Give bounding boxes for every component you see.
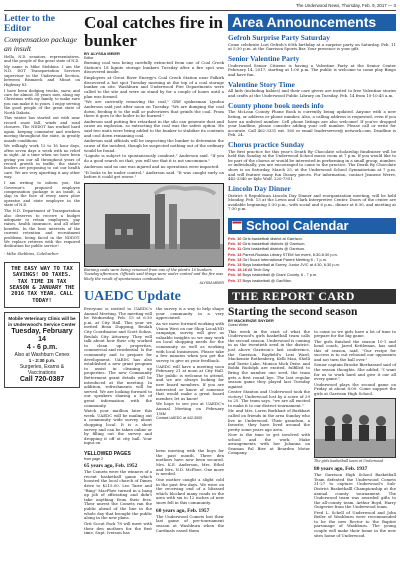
- uaedc-paragraph: the survey is a way to help shape your community in a very appreciated.: [156, 306, 224, 321]
- school-calendar-list: [228, 236, 396, 283]
- calendar-text: Boys basketball @ Gar/Max.: [242, 277, 292, 283]
- tax-ad-text: THE EASY WAY TO TAX SAVINGS! DO TAXES. TAX TIME IN TAX SEASON & JANUARY THE 2016 TAX YEAR. CALL TODAY!: [9, 265, 75, 304]
- calendar-text: Boys basketball at Surrey, Junior JV/C at 4:30, 6:30 p.m.: [242, 262, 340, 268]
- report-card-heading: THE REPORT CARD: [228, 289, 396, 304]
- letter-heading: Letter to the Editor: [4, 13, 55, 34]
- calendar-date: Feb. 15-16: [228, 267, 248, 273]
- ad-line: Mobile Veterinary Clinic will be in Underwood's Service Center: [8, 316, 76, 328]
- report-body: [228, 329, 396, 538]
- uaedc-headline: UAEDC Update: [84, 288, 181, 304]
- letter-paragraph: My name is Mike Stebbins. I am the N.D. DOT Transportation Services supervisor in the Underwood Section, between Bismarck and Minot on Highway 83.: [4, 65, 80, 87]
- uaedc-body: [84, 306, 224, 446]
- calendar-date: Feb. 17: [228, 277, 242, 283]
- coal-paragraph: "We are currently removing the coal," GRE spokesman Lyndon Anderson said just after noon on Tuesday. "We are dumping the coal down, feeding it to the mill or pulverizers that grinds the coal. From there it goes to the boiler to be burned.": [84, 99, 224, 119]
- calendar-text: Boys basketball @ Grant County, 6 - 7 p.m.: [242, 272, 318, 278]
- uaedc-paragraph: Watch your mailbox later this week. UAEDC will be mailing out a community wide survey about shopping local. It is a short survey and can be taken online or by filling out the survey and dropping it off at city hall. Your input on: [84, 408, 152, 446]
- yellowed-years-heading: 60 years ago, Feb. 1957: [156, 507, 210, 514]
- yellowed-paragraph: Grit Scout Pack 78 will meet with their den mothers for the first time, Supt. Iverson has: [84, 520, 152, 536]
- area-announcements-heading: Area Announcements: [228, 14, 396, 31]
- yellowed-paragraph: been meeting with the boys for the past month. Three den mothers have now been secured. Mrs. K.E. Anderson, Mrs. Ethel and Mrs. N.D. McPhee. One more is needed.: [156, 448, 224, 477]
- calendar-text: Girls basketball district at Garrison.: [242, 236, 303, 242]
- coal-plant-photo: [84, 183, 224, 267]
- uaedc-paragraph: Everyone is invited to UAEDC's Annual Meeting. The meeting will be Wednesday, Feb. 15 at 6:30 p.m. at City Hall. This year we invited Beau Duppong, Beulah City Coordinator and Scott Sohns, Beulah City Attorney. They will talk about how their city worked to clean up properties, commercial and residential. Is the community and to prepare for development. UAEDC has also established a new grant program to assist in cleaning up properties. The new Community Betterment grant details will be introduced at the meeting. In addition, refreshments will be served. We are looking forward to our speakers sharing a lot of great information with the community.: [84, 306, 152, 408]
- school-calendar-heading: [228, 218, 396, 234]
- calendar-date: Feb. 11: [228, 246, 242, 252]
- calendar-date: Feb. 13: [228, 256, 242, 262]
- calendar-date: Feb. 16: [228, 272, 242, 278]
- yellowed-pages-heading: YELLOWED PAGES: [84, 451, 131, 458]
- letter-column: [4, 14, 80, 388]
- ad-line: Surgeries, Exams & Vaccinations: [19, 364, 65, 377]
- report-years-paragraph: Fred L. Schell of Underwood and John Beiler of Washburn were recommended to be the new Rector to the Baptist parsonage of Washburn. The young couple will make their home in the new sites home of Underwood.: [314, 509, 396, 538]
- coal-paragraph: Anderson said officials will be inspecting the bunker to determine the cause of the incident, though he suspected nothing out of the ordinary would be found.: [84, 138, 224, 153]
- school-calendar-title: School Calendar: [246, 218, 349, 234]
- report-card-subhead: Starting the second season: [228, 305, 358, 318]
- announcement-title: Valentine Story Time: [228, 79, 295, 89]
- mobile-vet-ad: [4, 312, 80, 388]
- basketball-team-photo: [314, 398, 396, 458]
- calendar-text: Parent-Rudaka Library STEM fun event, 6:30-8:30 p.m.: [242, 251, 338, 257]
- report-years-heading: 80 years ago, Feb. 1937: [314, 466, 368, 473]
- report-paragraph: The girls finished the season 10-1 and head coach, Jared Kettleman, has said this of season, said, "Our recipe for success is to out rebound our opponents and not turn the ball over.": [314, 338, 396, 363]
- coal-byline: BY ALYSSA MEIER: [84, 51, 120, 56]
- coal-paragraph: "It looks to be under control," Anderson said. "It was caught early on before it could get worse.": [84, 169, 224, 180]
- calendar-text: Girls basketball districts @ Garrison.: [242, 241, 306, 247]
- letter-signature: - Mike Stebbins, Coleharbor: [4, 250, 59, 256]
- report-paragraph: Mr. and Mrs. Loren Burkhart of Burkhart called on friends in the area Sunday who live in Underwood. Their grandson, a favorite, they have lived around the pretty some years ago area.: [228, 408, 310, 432]
- calendar-text: All Tech Day.: [247, 267, 271, 273]
- report-paragraph: to come so we girls have a lot of time to prepare for the big game.: [314, 328, 396, 339]
- main-column: [84, 14, 224, 536]
- letter-paragraph: We willingly work 12 to 16 hour days, often seven days a week with no relief in sight. At a time when we have been giving you our all throughout years of record growth in traffic, the state's leaders are proposing to cut our health care. We are very upsetting it any other way.: [4, 144, 80, 180]
- coal-paragraph: Employees at Great River Energy's Coal Creek Station near Falkirk discovered a hot spot Tuesday morning at the top of a coal storage bunker on site. Washburn and Underwood Fire Departments were called to the site and were on stand by for a couple of hours until a plan was formed.: [84, 75, 224, 99]
- announcement-text: Underwood Senior Citizens is having a Valentine Party at the Senior Center February 14, 2017, starting at 1:00 p.m. The public is welcome to come play Bingo and have fun.: [228, 62, 396, 77]
- yellowed-pages-from: from page 2: [84, 457, 104, 462]
- coal-byline-role: Editor: [84, 56, 94, 60]
- report-paragraph: Underwood plays the second game on Friday at about 8:00. Come support the girls at Garrison High School.: [314, 381, 396, 396]
- ad-line: 4 - 6 p.m.: [26, 344, 58, 352]
- calendar-item: [228, 278, 396, 283]
- ad-line: Tuesday, February 14: [11, 328, 73, 344]
- calendar-icon: [232, 219, 242, 233]
- announcement-text: Come celebrate Lori Gefroh's 60th birthday at a surprise party on Saturday, Feb. 11 at 5:30 p.m. at the Garrison Sports Bar. Your presence is your gift.: [228, 41, 396, 52]
- letter-paragraph: The N.D. Department of Transportation also deserves to receive a budget adequate to retain employees, pay raises, health insurance, and all other benefits. In the best interests of the current retention and recruitment problems, being faced in the NDDOT. We replace retirees with the required dedication for public service!: [4, 209, 80, 249]
- report-paragraph: Now is the time to get involved with school and the work. Make arrangements with her Johanna on Seaman Pal Bier at Bearden Motor Company.: [228, 432, 310, 456]
- calendar-text: Girls basketball districts @ Garrison.: [242, 246, 306, 252]
- report-byline: BY MACKENZIE SNYDER: [228, 318, 274, 323]
- letter-paragraph: Hello, N.D. senators, representatives, and the people of the great state of N.D.: [4, 54, 80, 64]
- letter-paragraph: This winter has started out with near record snow fall, winds and road closures. The NDDOT has worked hard again, keeping commuter and workers moving throughout the state, in greatly unsafe conditions.: [4, 116, 80, 143]
- letter-paragraph: I have been dodging trucks, snow, and cars for almost 30 years now, along my Christmas with my family, to make sure you can make it to yours. I enjoy serving the good people of the great state of North Dakota.: [4, 88, 80, 115]
- tax-ad: [4, 262, 80, 308]
- coal-headline: Coal catches fire in bunker: [84, 13, 223, 50]
- report-years-paragraph: The Garrison High School Basketball Team defeated the Underwood Comets 31-27 to capture Underwood's Sub-District Basketballl Championship at the annual county tournament. The Underwood team was awarded gifts to the all-county team. Arthur Boyd, Harry Guigevier from the Underwood team.: [314, 472, 396, 510]
- uaedc-paragraph: UAEDC will have a meeting soon February 21 at noon at City Hall. The public is welcome to attend, and we are always looking for new board members. If you are interested or know of someone that would make a great board member, let us know!: [156, 363, 224, 401]
- right-column: [228, 14, 396, 538]
- announcement-text: All kids (including babies) and their care givers are invited to free Valentine stories and crafts at the Underwood Public Library on Tuesday, Feb. 14 from 10-10:45 a.m.: [228, 88, 396, 98]
- coal-paragraph: Burning coal was being carefully extracted from one of Coal Creek Station's 18 lignite storage bunkers Tuesday after a fire spot was discovered inside.: [84, 60, 224, 75]
- announcement-text: District 8 Republican Lincoln Day Dinner and reorganization meeting, will be held Monday, Feb. 13 at the Lewis and Clark Interpretive Center. Doors of the center are available beginning 5:30 p.m., with social and 6 p.m., dinner at 6:30, and meeting at 7:30 p.m.: [228, 192, 396, 212]
- report-paragraph: Center Stanton and Underwood took the victory! Underwood lost by a score of 29 to 25. The team says, "we are all excited to make it to our district tournament.": [228, 389, 310, 408]
- uaedc-paragraph: We hope to see you at UAEDC's Annual Meeting on February 15th!: [156, 401, 224, 416]
- report-paragraph: Senior captain Brooke Bierhansed said of the season thoughts. She added, "I want for us to work hard and give it our all every game.": [314, 362, 397, 382]
- calendar-date: Feb. 13: [228, 251, 242, 257]
- announcement-title: Gefroh Surprise Party Saturday: [228, 33, 330, 42]
- yellowed-years-heading: 65 years ago, Feb. 1952: [84, 463, 138, 470]
- calendar-date: Feb. 10: [228, 241, 242, 247]
- ad-line: 1 - 2:30 p.m.: [28, 358, 56, 364]
- announcement-title: County phone book needs info: [228, 100, 324, 110]
- uaedc-contact: Contact UAEDC at 442-3000: [156, 416, 203, 421]
- calendar-text: Girl Scout International Parent Meeting 6 - 7 p.m.: [242, 256, 328, 262]
- yellowed-paragraph: The Underwood Comets lost their last game of pre-tournament season at Washburn when the Cardinals eased them: [156, 513, 224, 533]
- calendar-date: Feb. 10: [228, 236, 242, 242]
- report-paragraph: This week in the start of what the Underwood's girls basketball team calls the second season. Underwood is coming in as the twentieth seed in the district, just above Garrison's last conference, the Garrison. Rayfield's Lexi Ward, Mackenzie Rothenberg, Kelli Mau, Shelli and Tarrie Lake, Monica Mick Deitz, and Bobbi Rudolph are excited, fulfilled to Bring the number one seed, the team gets a first round bye. The last regular season game they played last Tuesday against: [228, 328, 310, 389]
- coal-photo-caption: Burning coals were being removed from one of the plant's 16 bunkers Tuesday afternoon. Officials said things were under control and the fire was likely the result of spontaneous combustion.: [84, 268, 224, 281]
- calendar-date: Feb. 13: [228, 262, 242, 268]
- yellowed-paragraph: The Comets were the winners of a recent basketball game which boosted the local church of Dimes drive to $215.00. Leo Tarre and "Bing" MacPhee turned in a bang up job of officiating and didn't take anything from their fees. Their unrest the Comets ran the public ahead of the line in the whole day that brought the public along in the new plans.: [84, 469, 152, 521]
- coal-paragraph: Anderson said putting fire retardant in the silo can generate dust and cause an explosion, so extracting the coal was the safest option. He said two units were being added to the bunker to stabilize its contents and cool down remaining coal.: [84, 118, 224, 138]
- masthead: The Underwood News, Thursday, Feb. 9, 2017 — 3: [4, 3, 396, 11]
- uaedc-paragraph: As we move forward working with Vision West on our Shop Local/ND campaign, survey will give us valuable insights so we may work on local shopping needs for the community as well as working with local businesses. Please take a few minutes when you get the survey to give us your feedback.: [156, 321, 224, 363]
- coal-paragraph: Anderson said no one was injured and no operations were impacted.: [84, 163, 220, 169]
- announcement-title: Lincoln Day Dinner: [228, 183, 291, 193]
- ad-line: Also at Washburn Cenex: [14, 352, 70, 359]
- announcement-text: The McLean County Phone Book is currently being updated. Anyone with a new listing, or address or phone number, Also, a calling address is requested, even if you have an unlisted number. Cell phone listings are also welcome! If you've dropped your landline, please consider adding your cell number. Please call or write for accurate. Call 462-3331 ext. 160 or email leaderserver@ network.com. Deadline is Feb. 24.: [228, 109, 396, 138]
- coal-paragraph: "Lignite is subject to spontaneously combust," Anderson said. "If you do a good search on that, you will see that it is not uncommon.": [84, 153, 224, 163]
- announcement-text: The first practice for this year's Death By Chocolate scholarship fundraiser will be held this Sunday at the Underwood School music room at 7 p.m. If you would like to be part of the chorus or would be interested in performing in a small group, number, or individually, you are encouraged to come to the practice. The Death By Chocolate show is on Saturday, March 25, at the Underwood School Gymnatorium at 7 p.m. and will feature many fun Disney pieces. For information, contact Jeanene Werre, 442-3340 or Kyle Wolf, 220-7351.: [228, 148, 396, 182]
- report-photo-caption: The girls basketball team at Underwood: [314, 459, 384, 464]
- announcement-title: Senior Valentine Party: [228, 53, 300, 63]
- yellowed-pages: [84, 448, 224, 536]
- yellowed-paragraph: One mother caught a slight cold in the past few days. We were on the receiving end of a blizzard which blocked many roads in the area with six to 12 inches of new snow fell in this community.: [156, 476, 224, 505]
- ad-line: Call 720-0387: [19, 376, 65, 384]
- coal-photo-credit: ALYSSA MEIER: [199, 280, 224, 285]
- announcement-title: Chorus practice Sunday: [228, 139, 305, 149]
- report-byline-role: Guest Writer: [228, 322, 249, 327]
- letter-paragraph: I am writing to inform you, the Governor's proposed employee compensation package is an insult. A slap in the face of every snow plow operator and state employee in the state of N.D.: [4, 181, 80, 208]
- letter-subhead: Compensation package an insult: [4, 35, 77, 53]
